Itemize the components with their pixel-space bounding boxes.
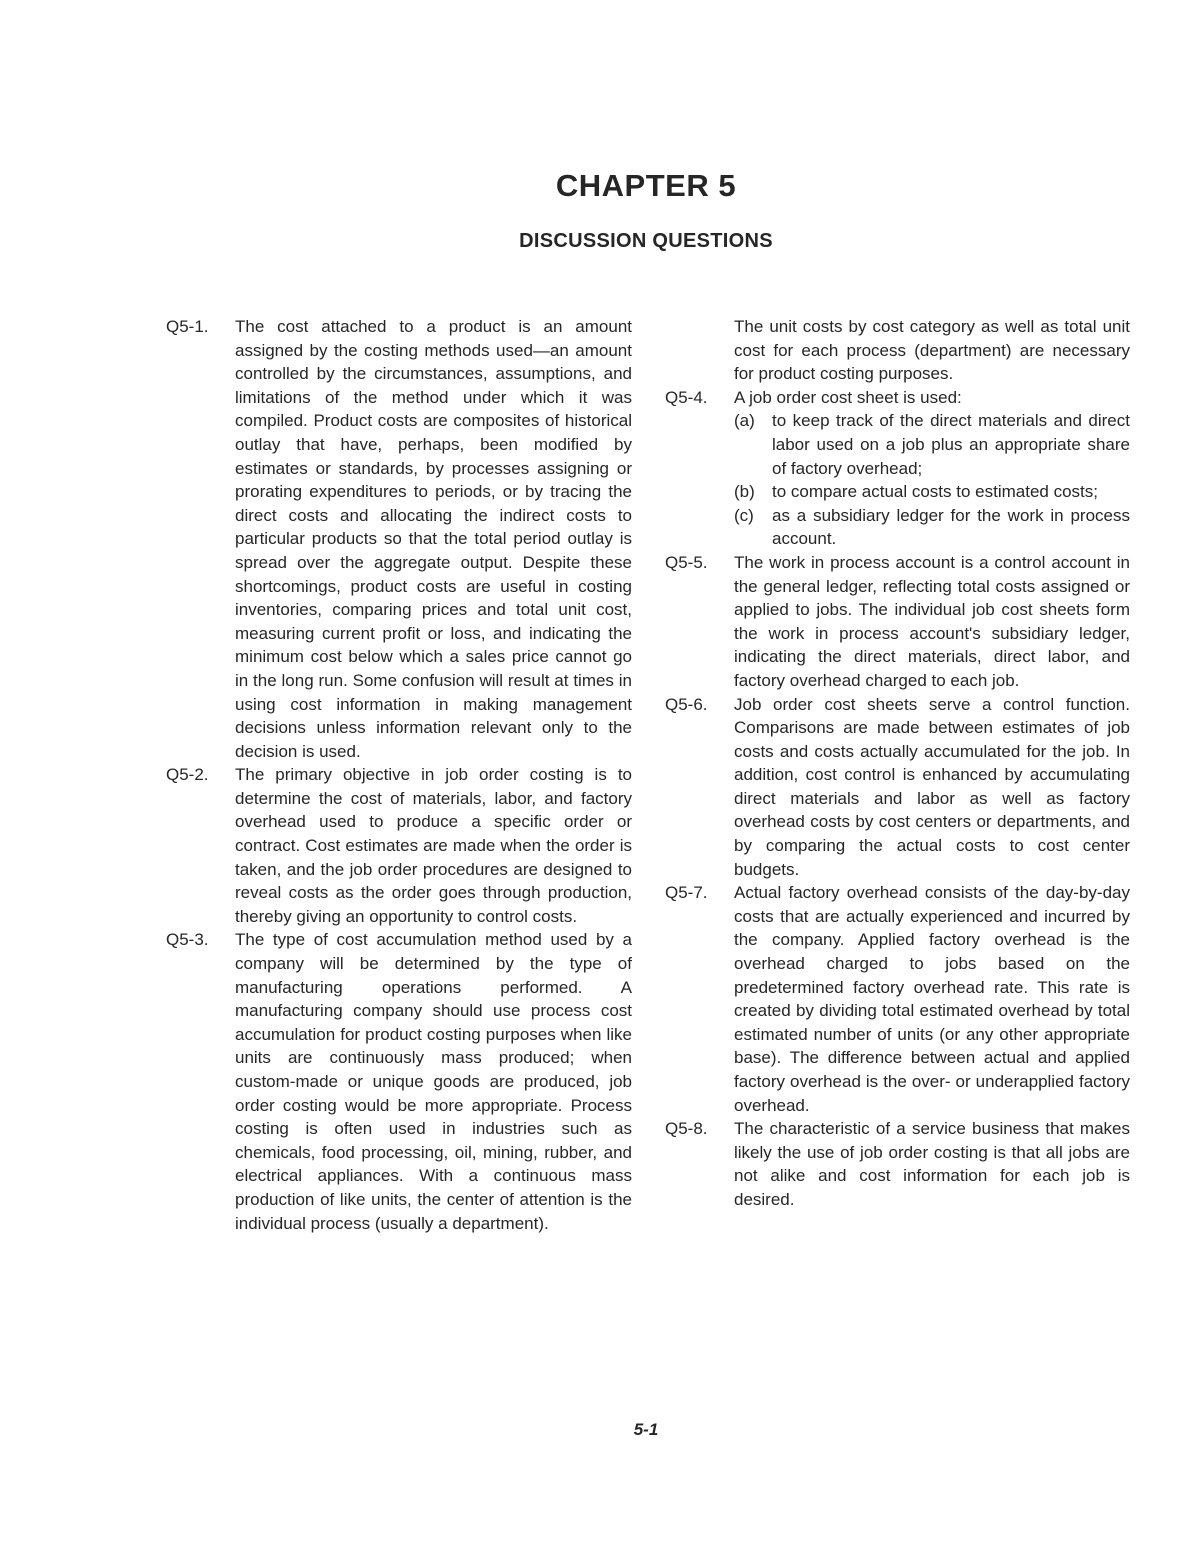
question-q5-3-continued xyxy=(665,315,1130,386)
question-number: Q5-3. xyxy=(166,930,209,950)
answer-item-a xyxy=(734,409,1130,480)
question-answer: The cost attached to a product is an amount assigned by the costing methods used—an amount controlled by the circumstances, assumptions, and limitations of the method under which it was compiled. Product costs are composites of historical outlay that have, perhaps, been modified by estimates or standards, by processes assigning or prorating expenditures to periods, or by tracing the direct costs and allocating the indirect costs to particular products so that the total period outlay is spread over the aggregate output. Despite these shortcomings, product costs are useful in costing inventories, comparing prices and total unit cost, measuring current profit or loss, and indicating the minimum cost below which a sales price cannot go in the long run. Some confusion will result at times in using cost information in making management decisions unless information relevant only to the decision is used. xyxy=(235,317,632,761)
question-answer: A job order cost sheet is used: xyxy=(734,387,962,407)
item-letter: (c) xyxy=(734,505,754,525)
question-number: Q5-1. xyxy=(166,317,209,336)
item-letter: (a) xyxy=(734,411,755,431)
question-answer: The characteristic of a service business that makes likely the use of job order costing is that all jobs are not alike and cost information for each job is desired. xyxy=(734,1119,1130,1209)
left-column xyxy=(166,315,632,1235)
question-number: Q5-7. xyxy=(665,883,708,903)
question-number: Q5-6. xyxy=(665,694,708,714)
chapter-title: CHAPTER 5 xyxy=(555,168,737,203)
item-text: to compare actual costs to estimated costs; xyxy=(772,482,1098,502)
question-number: Q5-8. xyxy=(665,1119,708,1139)
answer-item-b xyxy=(734,480,1130,504)
question-number: Q5-5. xyxy=(665,552,708,572)
question-q5-5 xyxy=(665,551,1130,693)
question-number: Q5-4. xyxy=(665,387,708,407)
question-answer: The work in process account is a control account in the general ledger, reflecting total costs assigned or applied to jobs. The individual job cost sheets form the work in process account's subsidiary ledger, indicating the direct materials, direct labor, and factory overhead charged to each job. xyxy=(734,552,1130,690)
section-title: DISCUSSION QUESTIONS xyxy=(519,230,773,252)
question-q5-8 xyxy=(665,1117,1130,1211)
item-text: to keep track of the direct materials and direct labor used on a job plus an appropriate share of factory overhead; xyxy=(772,411,1130,478)
question-answer: Job order cost sheets serve a control function. Comparisons are made between estimates of job costs and costs actually accumulated for the job. In addition, cost control is enhanced by accumulating direct materials and labor as well as factory overhead costs by cost centers or departments, and by comparing the actual costs to cost center budgets. xyxy=(734,694,1130,879)
question-number: Q5-2. xyxy=(166,765,209,785)
question-answer: The type of cost accumulation method used by a company will be determined by the type of manufacturing operations performed. A manufacturing company should use process cost accumulation for product costing purposes when like units are continuously mass produced; when custom-made or unique goods are produced, job order costing would be more appropriate. Process costing is often used in industries such as chemicals, food processing, oil, mining, rubber, and electrical appliances. With a continuous mass production of like units, the center of attention is the individual process (usually a department). xyxy=(235,930,632,1233)
item-text: as a subsidiary ledger for the work in process account. xyxy=(772,505,1130,549)
answer-item-c xyxy=(734,504,1130,551)
question-q5-2 xyxy=(166,763,632,928)
question-answer: The primary objective in job order costing is to determine the cost of materials, labor, and factory overhead used to produce a specific order or contract. Cost estimates are made when the order is taken, and the job order procedures are designed to reveal costs as the order goes through production, thereby giving an opportunity to control costs. xyxy=(235,765,632,926)
question-q5-6 xyxy=(665,693,1130,882)
question-answer: Actual factory overhead consists of the day-by-day costs that are actually experienced and incurred by the company. Applied factory overhead is the overhead charged to jobs based on the predetermined factory overhead rate. This rate is created by dividing total estimated overhead by total estimated number of units (or any other appropriate base). The difference between actual and applied factory overhead is the over- or underapplied factory overhead. xyxy=(734,883,1130,1115)
page-number: 5-1 xyxy=(633,1420,659,1439)
question-q5-3 xyxy=(166,928,632,1235)
question-q5-1 xyxy=(166,315,632,763)
right-column xyxy=(665,315,1130,1212)
question-q5-7 xyxy=(665,881,1130,1117)
item-letter: (b) xyxy=(734,482,755,502)
question-q5-4 xyxy=(665,386,1130,551)
question-answer-continued: The unit costs by cost category as well as total unit cost for each process (department) are necessary for product costing purposes. xyxy=(734,317,1130,384)
